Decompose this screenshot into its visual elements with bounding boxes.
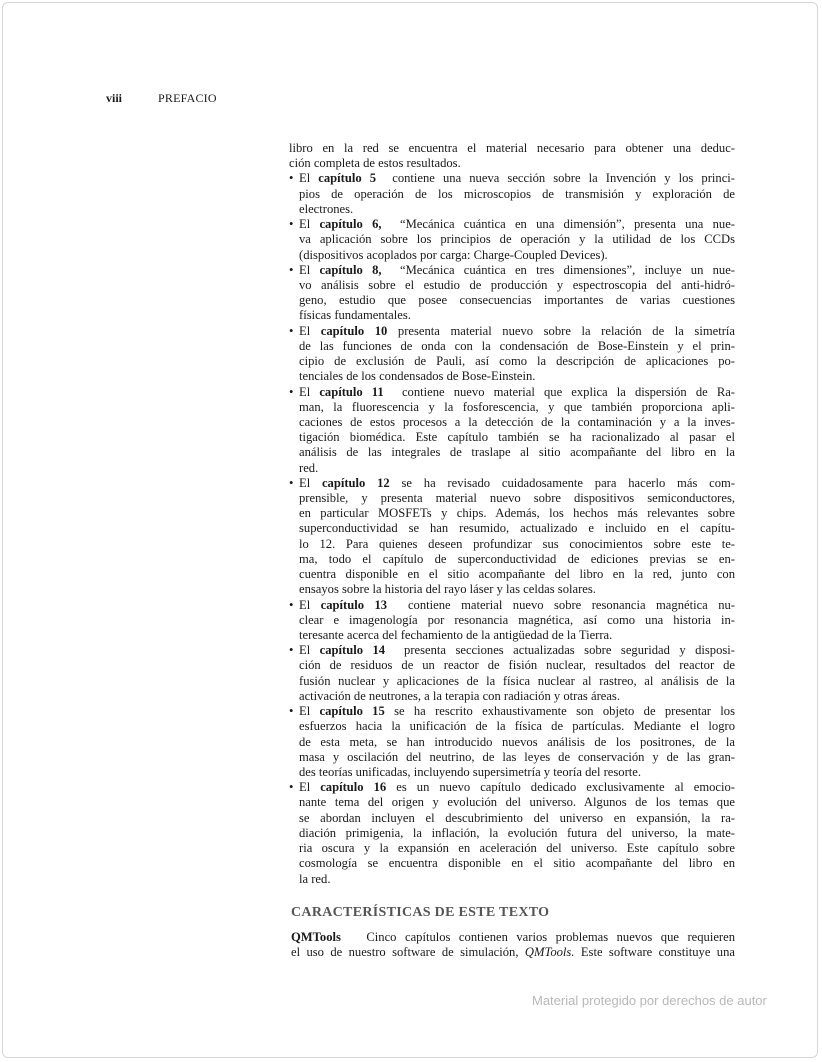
list-item-line [289,400,735,415]
list-item-line [289,293,735,308]
list-item [289,217,735,263]
list-item-line [289,232,735,247]
list-item-line [289,856,735,871]
list-item-line [289,324,735,339]
list-item-prefix: El [299,262,320,277]
list-item-line [289,598,735,613]
list-item-line [289,171,735,186]
list-item-text: vo análisis sobre el estudio de producción y espectroscopia del anti-hidró- [299,277,735,292]
chapter-label: capítulo 16 [320,780,387,795]
list-item-text: cuentra disponible en el sitio acompañante del libro en la red, junto con [299,567,735,582]
copyright-watermark: Material protegido por derechos de autor [532,993,767,1008]
list-item-line [289,521,735,536]
list-item-text: teresante acerca del fechamiento de la antigüedad de la Tierra. [299,628,613,642]
list-item-text: tenciales de los condensados de Bose-Einstein. [299,369,536,384]
list-item-text: en particular MOSFETs y chips. Además, los hechos más relevantes sobre [299,506,735,521]
list-item-line [289,385,735,400]
list-item-line [289,704,735,719]
list-item-line [289,765,735,780]
list-item-text: ensayos sobre la historia del rayo láser y las celdas solares. [299,582,596,597]
list-item [289,385,735,476]
list-item-line [289,735,735,750]
list-item-line [289,872,735,887]
list-item-line [289,643,735,658]
list-item-text: red. [299,460,319,475]
list-item-prefix: El [299,217,320,232]
bullet-icon: • [289,323,294,338]
list-item-text: contiene una nueva sección sobre la Invención y los princi- [376,171,735,186]
list-item-line [289,537,735,552]
list-item-prefix: El [299,475,322,490]
list-item-line [289,248,735,263]
list-item-text: esfuerzos hacia la unificación de la física de partículas. Mediante el logro [299,719,735,734]
list-item-line [289,811,735,826]
section-heading: CARACTERÍSTICAS DE ESTE TEXTO [291,905,550,920]
paragraph-line: ción completa de estos resultados. [289,156,461,171]
list-item-line [289,430,735,445]
bullet-icon: • [289,780,294,795]
list-item-prefix: El [299,384,320,399]
list-item-text: (dispositivos acoplados por carga: Charge-Coupled Devices). [299,247,608,262]
list-item-text: cosmología se encuentra disponible en el sitio acompañante del libro en [299,856,735,871]
list-item-text: des teorías unificadas, incluyendo supersimetría y teoría del resorte. [299,764,642,779]
chapter-label: capítulo 10 [320,323,388,338]
list-item [289,171,735,217]
bullet-icon: • [289,217,294,232]
chapter-label: capítulo 15 [319,704,385,719]
list-item-line [289,415,735,430]
list-item-text: es un nuevo capítulo dedicado exclusivamente al emocio- [386,780,735,795]
chapter-label: capítulo 8, [319,262,382,277]
paragraph-line: el uso de nuestro software de simulación, [291,945,525,960]
list-item [289,476,735,598]
list-item-line [289,187,735,202]
list-item-line [289,780,735,795]
qmtools-paragraph [291,930,735,960]
list-item-text: se ha revisado cuidadosamente para hacerlo más com- [389,475,735,490]
list-item-prefix: El [299,171,319,186]
list-item-line [289,795,735,810]
bullet-icon: • [289,384,294,399]
list-item-text: análisis de las integrales de traslape al sitio acompañante del libro en la [299,445,735,460]
list-item-text: de las funciones de onda con la condensación de Bose-Einstein y el prin- [299,338,735,353]
list-item-prefix: El [299,704,320,719]
list-item-text: geno, estudio que posee consecuencias importantes de varias cuestiones [299,293,735,308]
list-item-text: ción de residuos de un reactor de fisión nuclear, resultados del reactor de [299,658,735,673]
list-item-text: masa y oscilación del neutrino, de las leyes de conservación y de las gran- [299,749,735,764]
paragraph-line: Este software constituye una [574,945,735,960]
list-item-line [289,582,735,597]
list-item-text: contiene nuevo material que explica la dispersión de Ra- [383,384,736,399]
list-item-line [289,552,735,567]
list-item-line [289,263,735,278]
list-item-text: prensible, y presenta material nuevo sobre dispositivos semiconductores, [299,491,735,506]
list-item-text: clear e imagenología por resonancia magnética, así como una historia in- [299,612,735,627]
list-item-line [289,369,735,384]
list-item [289,780,735,887]
list-item-text: presenta secciones actualizadas sobre seguridad y disposi- [385,643,735,658]
list-item-line [289,689,735,704]
list-item-line [289,719,735,734]
list-item-text: superconductividad se han resumido, actualizado e incluido en el capítu- [299,521,735,536]
list-item-text: tigación biomédica. Este capítulo también se ha racionalizado al pasar el [299,430,735,445]
running-title: PREFACIO [158,91,217,105]
list-item-line [289,339,735,354]
software-name: QMTools. [524,945,575,960]
list-item [289,324,735,385]
list-item-line [289,628,735,643]
list-item-line [289,445,735,460]
paragraph-line: Cinco capítulos contienen varios problemas nuevos que requieren [340,930,735,944]
bullet-icon: • [289,262,294,277]
list-item-text: se abordan incluyen el descubrimiento del universo en expansión, la ra- [299,810,735,825]
list-item-text: “Mecánica cuántica en tres dimensiones”, incluye un nue- [381,262,735,277]
list-item-text: pios de operación de los microscopios de transmisión y exploración de [299,186,735,201]
list-item-line [289,750,735,765]
list-item-text: caciones de estos procesos a la detección de la contaminación y a la inves- [299,414,735,429]
list-item [289,263,735,324]
list-item-text: “Mecánica cuántica en una dimensión”, presenta una nue- [381,217,735,232]
list-item-line [289,567,735,582]
list-item-line [289,613,735,628]
chapter-label: capítulo 11 [319,384,384,399]
list-item-line [289,354,735,369]
list-item-line [289,308,735,323]
chapter-label: capítulo 5 [318,171,377,186]
list-item-text: presenta material nuevo sobre la relación de la simetría [387,323,735,338]
run-in-heading: QMTools [291,930,341,944]
list-item [289,704,735,780]
list-item-line [289,476,735,491]
list-item-text: fusión nuclear y aplicaciones de la física nuclear al rastreo, al análisis de la [299,673,735,688]
chapter-label: capítulo 6, [319,217,382,232]
list-item-text: ma, todo el capítulo de superconductividad de ediciones previas se en- [299,551,735,566]
list-item-text: electrones. [299,201,354,216]
list-item-text: de esta meta, se han introducido nuevos análisis de los positrones, de la [299,734,735,749]
list-item-line [289,461,735,476]
list-item-text: va aplicación sobre los principios de operación y la utilidad de los CCDs [299,232,735,247]
list-item-text: cipio de exclusión de Pauli, así como la descripción de aplicaciones po- [299,354,735,369]
list-item-prefix: El [299,643,320,658]
list-item-line [289,491,735,506]
list-item-text: se ha rescrito exhaustivamente son objeto de presentar los [384,704,735,719]
bullet-icon: • [289,171,294,186]
list-item-line [289,658,735,673]
body-text [289,141,735,887]
list-item-text: man, la fluorescencia y la fosforescencia, y que también proporciona apli- [299,399,735,414]
list-item-text: nante tema del origen y evolución del universo. Algunos de los temas que [299,795,735,810]
list-item-text: diación primigenia, la inflación, la evolución futura del universo, la mate- [299,825,735,840]
list-item-prefix: El [299,780,321,795]
chapter-label: capítulo 12 [321,475,390,490]
list-item-prefix: El [299,597,321,612]
list-item-text: físicas fundamentales. [299,308,411,323]
chapter-label: capítulo 13 [320,597,388,612]
list-item-text: lo 12. Para quienes deseen profundizar sus conocimientos sobre este te- [299,536,735,551]
list-item-text: contiene material nuevo sobre resonancia magnética nu- [387,597,735,612]
list-item-line [289,202,735,217]
bullet-icon: • [289,704,294,719]
list-item-line [289,506,735,521]
list-item [289,598,735,644]
list-item-line [289,217,735,232]
list-item [289,643,735,704]
bullet-icon: • [289,643,294,658]
list-item-prefix: El [299,323,321,338]
list-item-text: activación de neutrones, a la terapia con radiación y otras áreas. [299,688,620,703]
list-item-text: la red. [299,871,331,886]
bullet-icon: • [289,597,294,612]
chapter-label: capítulo 14 [319,643,386,658]
page-number: viii [106,91,123,105]
list-item-line [289,674,735,689]
list-item-text: ria oscura y la expansión en aceleración del universo. Este capítulo sobre [299,841,735,856]
bullet-icon: • [289,475,294,490]
list-item-line [289,826,735,841]
list-item-line [289,278,735,293]
paragraph-line: libro en la red se encuentra el material necesario para obtener una deduc- [289,141,735,155]
list-item-line [289,841,735,856]
